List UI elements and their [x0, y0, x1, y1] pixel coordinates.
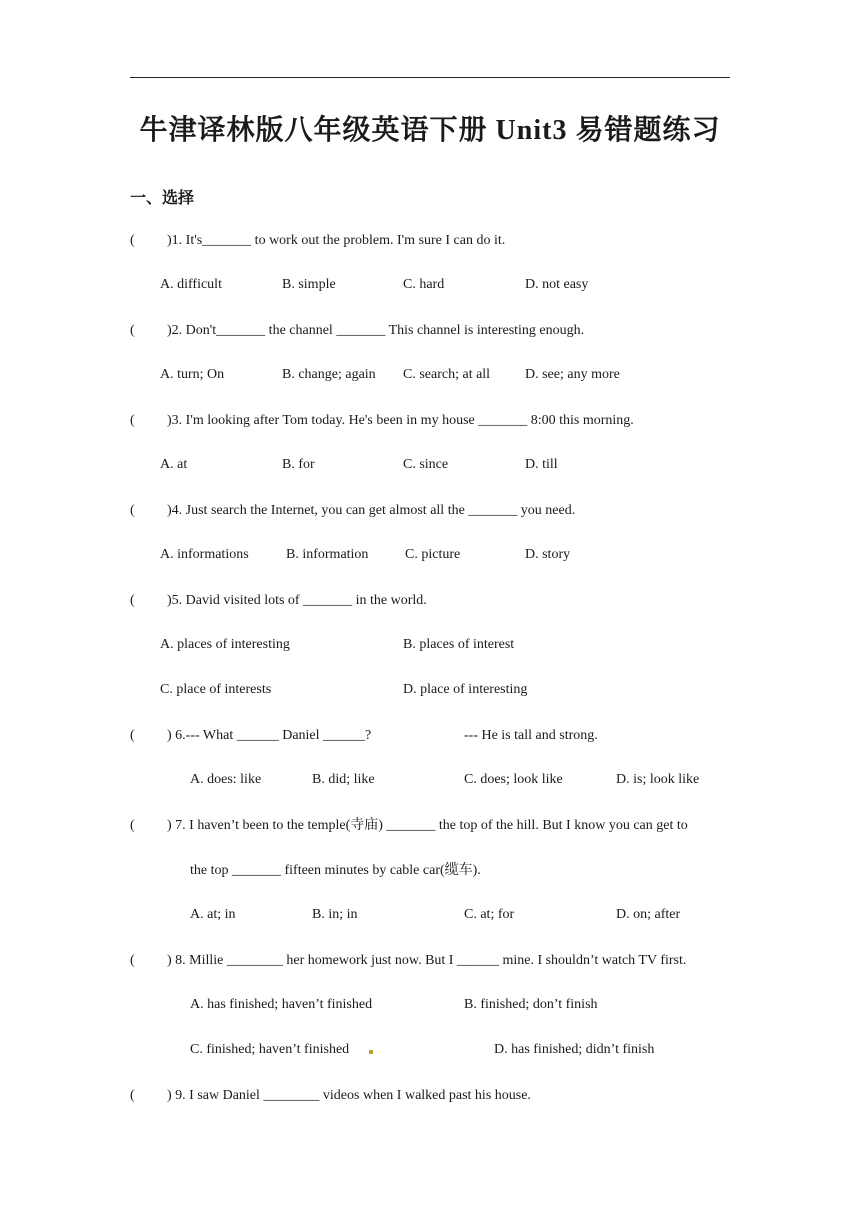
option-7d: D. on; after [616, 907, 681, 922]
question-8: ) 8. Millie ________ her homework just now. But I ______ mine. I shouldn’t watch TV first. [167, 953, 687, 968]
answer-paren: ( [130, 953, 135, 968]
option-4d: D. story [525, 547, 571, 562]
document-title: 牛津译林版八年级英语下册 Unit3 易错题练习 [139, 115, 721, 146]
question-6-answer: --- He is tall and strong. [464, 728, 598, 743]
option-2b: B. change; again [282, 367, 376, 382]
question-7-continued: the top _______ fifteen minutes by cable car(缆车). [190, 863, 481, 878]
option-1c: C. hard [403, 277, 445, 292]
section-heading: 一、选择 [130, 190, 195, 207]
answer-paren: ( [130, 503, 135, 518]
option-8b: B. finished; don’t finish [464, 997, 598, 1012]
option-7a: A. at; in [190, 907, 236, 922]
answer-paren: ( [130, 233, 135, 248]
option-5c: C. place of interests [160, 682, 272, 697]
option-4c: C. picture [405, 547, 461, 562]
option-2d: D. see; any more [525, 367, 620, 382]
option-4b: B. information [286, 547, 369, 562]
option-3d: D. till [525, 457, 558, 472]
option-1a: A. difficult [160, 277, 222, 292]
option-4a: A. informations [160, 547, 249, 562]
option-8c: C. finished; haven’t finished [190, 1042, 350, 1057]
option-6c: C. does; look like [464, 772, 563, 787]
option-3b: B. for [282, 457, 315, 472]
question-4: )4. Just search the Internet, you can get almost all the _______ you need. [167, 503, 576, 518]
option-2a: A. turn; On [160, 367, 225, 382]
option-2c: C. search; at all [403, 367, 491, 382]
option-6d: D. is; look like [616, 772, 700, 787]
option-5a: A. places of interesting [160, 637, 290, 652]
answer-paren: ( [130, 728, 135, 743]
option-7b: B. in; in [312, 907, 358, 922]
answer-paren: ( [130, 323, 135, 338]
option-1b: B. simple [282, 277, 336, 292]
option-7c: C. at; for [464, 907, 515, 922]
option-3c: C. since [403, 457, 449, 472]
answer-paren: ( [130, 818, 135, 833]
option-8a: A. has finished; haven’t finished [190, 997, 373, 1012]
question-6: ) 6.--- What ______ Daniel ______? [167, 728, 372, 743]
option-6b: B. did; like [312, 772, 375, 787]
question-2: )2. Don't_______ the channel _______ This channel is interesting enough. [167, 323, 585, 338]
question-3: )3. I'm looking after Tom today. He's been in my house _______ 8:00 this morning. [167, 413, 634, 428]
option-8d: D. has finished; didn’t finish [494, 1042, 655, 1057]
answer-paren: ( [130, 593, 135, 608]
question-5: )5. David visited lots of _______ in the world. [167, 593, 427, 608]
stray-mark [369, 1050, 373, 1054]
option-1d: D. not easy [525, 277, 589, 292]
question-9: ) 9. I saw Daniel ________ videos when I walked past his house. [167, 1088, 531, 1103]
option-5b: B. places of interest [403, 637, 515, 652]
option-6a: A. does: like [190, 772, 262, 787]
answer-paren: ( [130, 413, 135, 428]
header-rule [130, 77, 730, 78]
option-3a: A. at [160, 457, 188, 472]
question-1: )1. It's_______ to work out the problem. I'm sure I can do it. [167, 233, 506, 248]
answer-paren: ( [130, 1088, 135, 1103]
option-5d: D. place of interesting [403, 682, 528, 697]
question-7: ) 7. I haven’t been to the temple(寺庙) _______ the top of the hill. But I know you can get to [167, 818, 688, 833]
